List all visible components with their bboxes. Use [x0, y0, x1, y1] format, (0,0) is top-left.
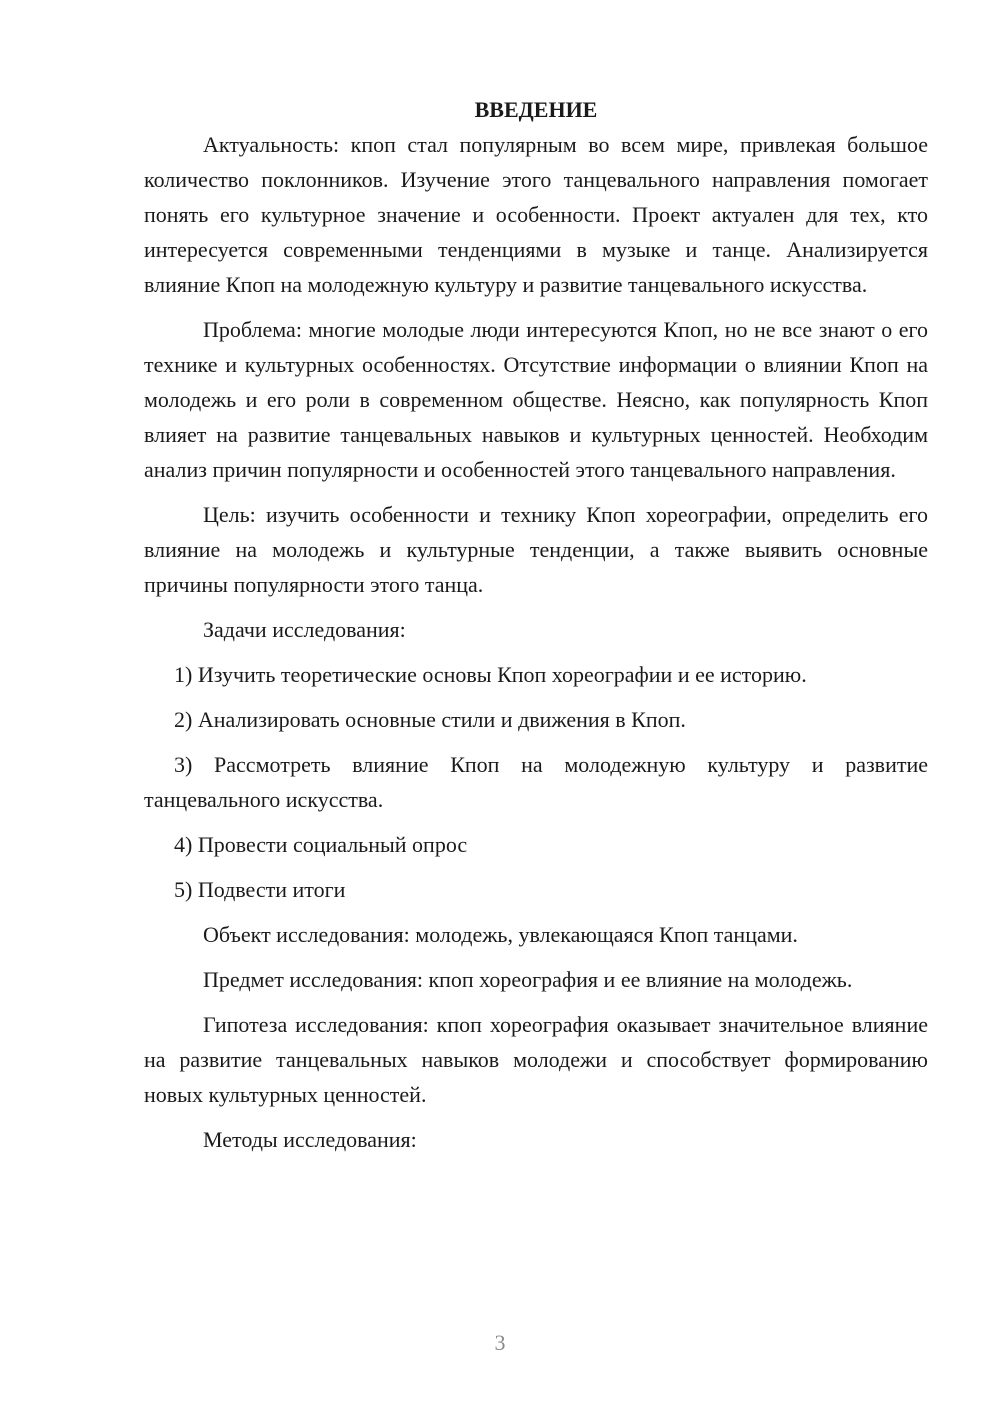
task-item-1: 1) Изучить теоретические основы Кпоп хореографии и ее историю. [174, 662, 807, 687]
goal-paragraph: Цель: изучить особенности и технику Кпоп хореографии, определить его влияние на молодежь и культурные тенденции, а также выявить основные причины популярности этого танца. [144, 502, 928, 597]
page-number: 3 [494, 1330, 506, 1355]
task-item-3: 3) Рассмотреть влияние Кпоп на молодежную культуру и развитие танцевального искусства. [144, 752, 928, 812]
tasks-heading: Задачи исследования: [203, 617, 406, 642]
task-item-4: 4) Провести социальный опрос [174, 832, 468, 857]
relevance-paragraph: Актуальность: кпоп стал популярным во всем мире, привлекая большое количество поклонников. Изучение этого танцевального направления помогает понять его культурное значение и особенности. Проект актуален для тех, кто интересуется современными тенденциями в музыке и танце. Анализируется влияние Кпоп на молодежную культуру и развитие танцевального искусства. [144, 132, 928, 297]
document-page [144, 92, 928, 1157]
task-item-5: 5) Подвести итоги [174, 877, 346, 902]
hypothesis-paragraph: Гипотеза исследования: кпоп хореография оказывает значительное влияние на развитие танцевальных навыков молодежи и способствует формированию новых культурных ценностей. [144, 1012, 928, 1107]
task-item-2: 2) Анализировать основные стили и движения в Кпоп. [174, 707, 686, 732]
subject-paragraph: Предмет исследования: кпоп хореография и ее влияние на молодежь. [203, 967, 853, 992]
problem-paragraph: Проблема: многие молодые люди интересуются Кпоп, но не все знают о его технике и культурных особенностях. Отсутствие информации о влиянии Кпоп на молодежь и его роли в современном обществе. Неясно, как популярность Кпоп влияет на развитие танцевальных навыков и культурных ценностей. Необходим анализ причин популярности и особенностей этого танцевального направления. [144, 317, 928, 482]
section-title: ВВЕДЕНИЕ [474, 97, 598, 122]
object-paragraph: Объект исследования: молодежь, увлекающаяся Кпоп танцами. [203, 922, 798, 947]
methods-heading: Методы исследования: [203, 1127, 417, 1152]
